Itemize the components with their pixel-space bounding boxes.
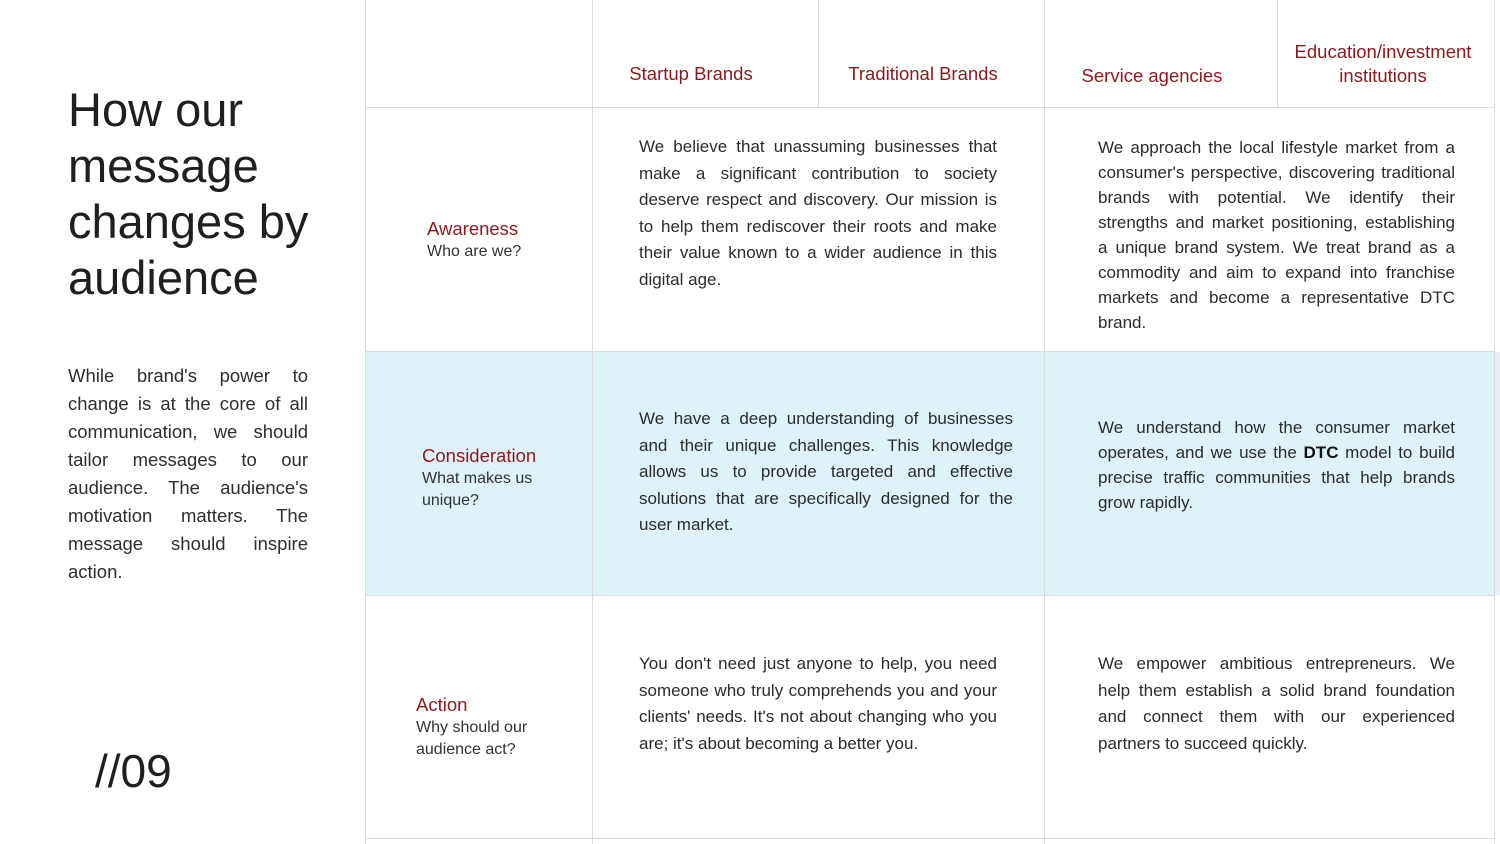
header-education-institutions: Education/investment institutions — [1294, 41, 1472, 86]
sidebar — [0, 0, 365, 844]
row-title: Awareness — [427, 218, 519, 239]
row-subtitle: Why should our audience act? — [416, 719, 528, 758]
grid-line — [1044, 0, 1045, 844]
cell-consideration-brands: We have a deep understanding of businesses and their unique challenges. This knowledge allows us to provide targeted and effective solutions that are specifically designed for the user market. — [639, 409, 1013, 534]
cell-consideration-agencies — [1098, 415, 1455, 515]
cell-action-agencies: We empower ambitious entrepreneurs. We help them establish a solid brand foundation and connect them with our experienced partners to succeed quickly. — [1098, 654, 1455, 753]
grid-line — [1277, 0, 1278, 108]
dtc-emphasis: DTC — [1303, 443, 1339, 462]
grid-line — [365, 351, 1495, 352]
header-startup-brands: Startup Brands — [629, 63, 753, 84]
cell-action-brands: You don't need just anyone to help, you need someone who truly comprehends you and your clients' needs. It's not about changing who you are; it's about becoming a better you. — [639, 654, 997, 753]
cell-awareness-agencies: We approach the local lifestyle market from a consumer's perspective, discovering traditional brands with potential. We identify their strengths and market positioning, establishing a unique brand system. We treat brand as a commodity and aim to expand into franchise markets and become a representative DTC brand. — [1098, 138, 1455, 332]
header-traditional-brands: Traditional Brands — [848, 63, 998, 84]
grid-line — [365, 838, 1495, 839]
page-title: How our message changes by audience — [68, 83, 309, 304]
row-title: Consideration — [422, 445, 537, 466]
grid-line — [1494, 0, 1495, 844]
header-service-agencies: Service agencies — [1081, 65, 1223, 86]
row-label-consideration — [422, 444, 572, 512]
grid-line — [592, 0, 593, 844]
row-subtitle: Who are we? — [427, 243, 522, 260]
row-title: Action — [416, 694, 468, 715]
cell-text: model to build precise traffic communities that help brands grow rapidly. — [1098, 443, 1455, 512]
grid-line — [365, 595, 1495, 596]
cell-awareness-brands: We believe that unassuming businesses that make a significant contribution to society deserve respect and discovery. Our mission is to help them rediscover their roots and make their value known to a wider audience in this digital age. — [639, 137, 997, 289]
cell-text: We understand how the consumer market operates, and we use the — [1098, 418, 1455, 462]
row-label-awareness — [427, 217, 577, 263]
intro-paragraph: While brand's power to change is at the core of all communication, we should tailor messages to our audience. The audience's motivation matters. The message should inspire action. — [68, 365, 308, 582]
grid-line — [818, 0, 819, 108]
page-number: //09 — [95, 745, 172, 797]
grid-line — [365, 0, 366, 844]
row-label-action — [416, 693, 576, 761]
grid-line — [365, 107, 1495, 108]
row-subtitle: What makes us unique? — [422, 470, 533, 509]
